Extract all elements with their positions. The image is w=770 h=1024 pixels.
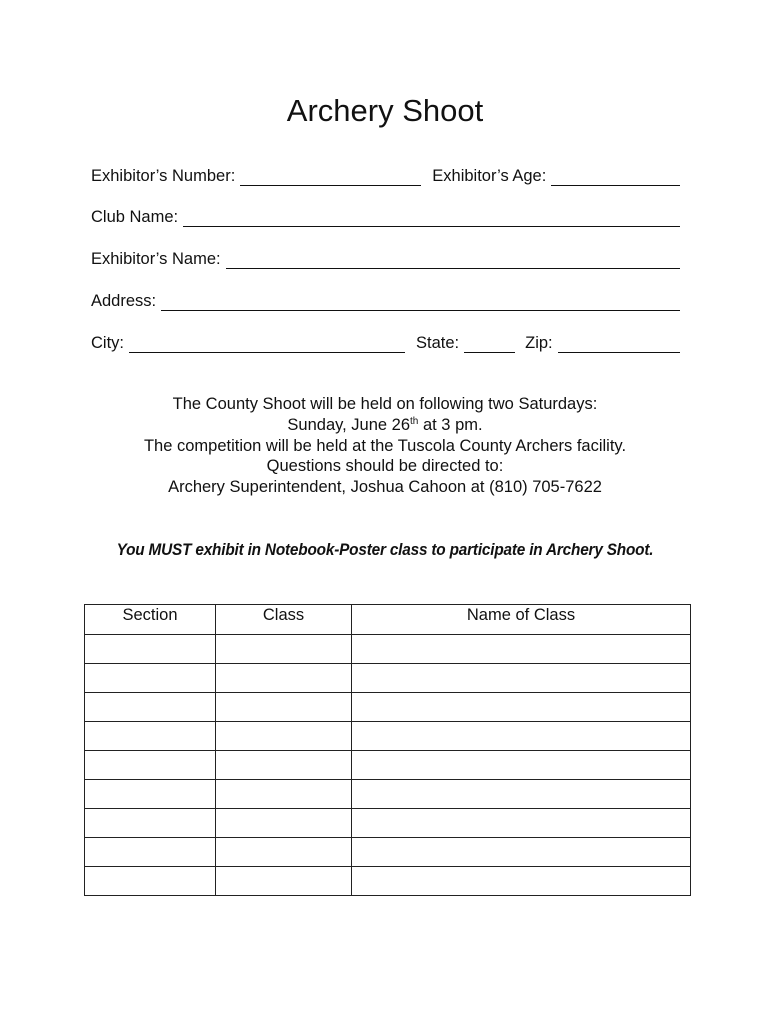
section-cell[interactable] [85, 809, 216, 838]
name-of-class-cell[interactable] [352, 635, 691, 664]
notice-line-date [0, 415, 770, 436]
table-row [85, 780, 691, 809]
exhibitor-name-label: Exhibitor’s Name: [91, 250, 221, 268]
exhibitor-age-field[interactable] [551, 167, 680, 186]
section-cell[interactable] [85, 722, 216, 751]
state-field[interactable] [464, 334, 515, 353]
class-cell[interactable] [216, 722, 352, 751]
name-of-class-cell[interactable] [352, 722, 691, 751]
class-cell[interactable] [216, 780, 352, 809]
city-state-zip-row [91, 333, 680, 353]
address-row [91, 291, 680, 311]
table-row [85, 809, 691, 838]
section-cell[interactable] [85, 751, 216, 780]
notice-date-text: Sunday, June 26 [287, 415, 411, 434]
address-field[interactable] [161, 292, 680, 311]
name-of-class-cell[interactable] [352, 780, 691, 809]
name-of-class-cell[interactable] [352, 693, 691, 722]
exhibitor-name-row [91, 249, 680, 269]
state-label: State: [416, 334, 460, 352]
table-header-row [85, 605, 691, 635]
section-cell[interactable] [85, 780, 216, 809]
club-name-field[interactable] [183, 208, 680, 227]
exhibitor-number-age-row [91, 166, 680, 186]
table-row [85, 664, 691, 693]
table-row [85, 751, 691, 780]
page-title: Archery Shoot [286, 93, 484, 128]
class-cell[interactable] [216, 838, 352, 867]
city-field[interactable] [129, 334, 405, 353]
exhibitor-number-label: Exhibitor’s Number: [91, 167, 236, 185]
exhibitor-name-field[interactable] [226, 250, 680, 269]
notice-time-text: at 3 pm. [418, 415, 483, 434]
table-row [85, 867, 691, 896]
class-cell[interactable] [216, 693, 352, 722]
section-cell[interactable] [85, 838, 216, 867]
exhibitor-number-field[interactable] [240, 167, 421, 186]
notice-line-schedule: The County Shoot will be held on following two Saturdays: [172, 395, 598, 413]
notice-line-contact: Archery Superintendent, Joshua Cahoon at (810) 705-7622 [168, 478, 602, 497]
name-of-class-cell[interactable] [352, 867, 691, 896]
column-header-name-of-class: Name of Class [352, 605, 691, 635]
name-of-class-cell[interactable] [352, 838, 691, 867]
club-name-row [91, 207, 680, 227]
table-row [85, 693, 691, 722]
zip-field[interactable] [558, 334, 680, 353]
class-cell[interactable] [216, 751, 352, 780]
address-label: Address: [91, 292, 157, 310]
table-row [85, 635, 691, 664]
class-cell[interactable] [216, 664, 352, 693]
club-name-label: Club Name: [91, 208, 179, 226]
class-cell[interactable] [216, 635, 352, 664]
class-entry-table [84, 604, 691, 896]
notice-date-ordinal: th [410, 415, 419, 427]
section-cell[interactable] [85, 635, 216, 664]
city-label: City: [91, 334, 124, 352]
notice-line-questions: Questions should be directed to: [266, 457, 504, 476]
column-header-class: Class [216, 605, 352, 635]
requirement-notice: You MUST exhibit in Notebook-Poster class to participate in Archery Shoot. [116, 541, 654, 559]
table-row [85, 722, 691, 751]
column-header-section: Section [85, 605, 216, 635]
zip-label: Zip: [525, 334, 553, 352]
class-cell[interactable] [216, 809, 352, 838]
shoot-details [0, 394, 770, 498]
section-cell[interactable] [85, 664, 216, 693]
notice-line-location: The competition will be held at the Tuscola County Archers facility. [143, 436, 627, 455]
name-of-class-cell[interactable] [352, 751, 691, 780]
class-cell[interactable] [216, 867, 352, 896]
name-of-class-cell[interactable] [352, 664, 691, 693]
section-cell[interactable] [85, 693, 216, 722]
name-of-class-cell[interactable] [352, 809, 691, 838]
table-body [85, 635, 691, 896]
section-cell[interactable] [85, 867, 216, 896]
exhibitor-age-label: Exhibitor’s Age: [432, 167, 547, 185]
table-row [85, 838, 691, 867]
